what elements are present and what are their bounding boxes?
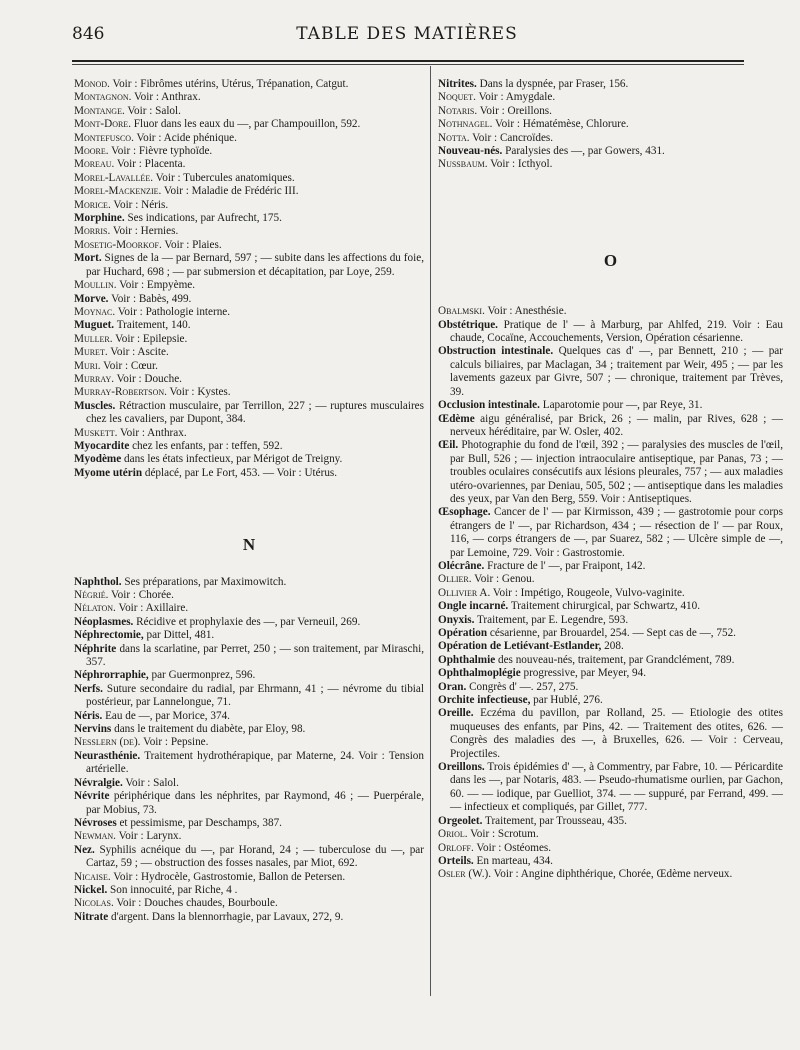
entry-text: Voir : Plaies. (161, 238, 222, 251)
entry-text: Voir : Hernies. (110, 225, 179, 238)
index-entry (74, 669, 424, 682)
entry-heading: Mosetig-Moorkof. (74, 238, 162, 251)
entry-text: Son innocuité, par Riche, 4 . (107, 883, 238, 896)
index-entry (74, 306, 424, 319)
entry-text: Laparotomie pour —, par Reye, 31. (539, 399, 703, 412)
entry-heading: Morice. (74, 198, 111, 211)
entry-text: Fracture de l' —, par Fraipont, 142. (484, 559, 646, 572)
index-entry (438, 91, 783, 104)
entry-heading: Obstétrique. (438, 318, 498, 331)
entry-heading: Myodème (74, 453, 122, 466)
index-entry (74, 172, 424, 185)
entry-heading: Oreille. (438, 707, 474, 720)
entry-text: césarienne, par Brouardel, 254. — Sept cas de —, 752. (487, 627, 736, 639)
entry-text: Voir : Genou. (471, 573, 535, 586)
entry-heading: Néphrorraphie, (74, 669, 149, 682)
index-entry (438, 105, 783, 118)
entry-text: Voir : Scrotum. (467, 828, 539, 841)
entry-text: aigu généralisé, par Brick, 26 ; — malin, par Rives, 628 ; — nerveux héréditaire, par W. Osler, 402. (450, 412, 783, 438)
index-entry (74, 91, 424, 104)
index-entry (74, 602, 424, 615)
index-entry (438, 506, 783, 560)
entry-heading: Mort. (74, 252, 102, 265)
entry-heading: Montefusco. (74, 131, 134, 144)
entry-heading: Oriol. (438, 828, 468, 841)
index-entry (438, 694, 783, 707)
index-entry (74, 576, 424, 589)
index-entry (74, 911, 424, 924)
index-entry (74, 225, 424, 238)
entry-text: Voir : Amygdale. (475, 91, 556, 104)
entry-text: 208. (601, 640, 624, 653)
index-entry (74, 897, 424, 910)
entry-heading: Néris. (74, 709, 103, 722)
entry-heading: Négrié. (74, 589, 109, 601)
entry-text: des nouveau-nés, traitement, par Grandclément, 789. (495, 653, 735, 666)
index-entry (438, 145, 783, 158)
n-entries-list (74, 576, 424, 925)
index-entry (74, 400, 424, 427)
entry-heading: Moreau. (74, 158, 115, 171)
index-entry (74, 78, 424, 91)
entry-heading: Orloff. (438, 841, 474, 854)
entry-heading: Névralgie. (74, 776, 123, 789)
entry-text: Voir : Salol. (122, 776, 179, 789)
index-entry (74, 723, 424, 736)
entry-heading: Newman. (74, 830, 116, 843)
entry-text: Voir : Douche. (114, 372, 182, 385)
entry-heading: Noquet. (438, 91, 476, 104)
entry-heading: Muller. (74, 332, 113, 345)
entry-text: Traitement chirurgical, par Schwartz, 410. (508, 600, 701, 613)
index-entry (74, 884, 424, 897)
entry-heading: Moullin. (74, 279, 117, 292)
entry-heading: Œsophage. (438, 506, 491, 519)
entry-text: Voir : Angine diphthérique, Chorée, Œdème nerveux. (491, 868, 733, 881)
entry-text: Voir : Chorée. (108, 589, 174, 601)
index-entry (74, 386, 424, 399)
entry-heading: Oreillons. (438, 761, 485, 774)
entry-text: En marteau, 434. (473, 854, 553, 867)
entry-heading: Orgeolet. (438, 814, 483, 827)
entry-text: Eczéma du pavillon, par Rolland, 25. — Etiologie des otites muqueuses des enfants, par Pins, 42. — Traitement des otites, 626. — Congrès des maladies des —, à Bruxelles, 626. — Voir : Cerveau, Projectiles. (450, 707, 783, 760)
entry-text: Voir : Empyème. (116, 279, 196, 292)
entry-text: progressive, par Meyer, 94. (520, 667, 647, 680)
index-entry (438, 587, 783, 600)
entry-text: Voir : Ostéomes. (473, 841, 552, 854)
entry-heading: Ophthalmie (438, 653, 496, 666)
index-entry (74, 373, 424, 386)
entry-heading: Olécrâne. (438, 559, 485, 572)
index-entry (74, 293, 424, 306)
entry-text: Voir : Fibrômes utérins, Utérus, Trépanation, Catgut. (109, 78, 349, 90)
index-entry (438, 413, 783, 440)
entry-text: Voir : Néris. (110, 198, 169, 211)
index-entry (438, 319, 783, 346)
index-entry (74, 279, 424, 292)
index-entry (74, 736, 424, 749)
entry-text: Voir : Epilepsie. (112, 332, 188, 345)
m-entries-list (74, 78, 424, 480)
entry-heading: Myocardite (74, 439, 130, 452)
entry-heading: Opération de Letiévant-Estlander, (438, 640, 602, 653)
entry-heading: Orchite infectieuse, (438, 694, 531, 707)
index-entry (74, 118, 424, 131)
entry-text: Traitement, par E. Legendre, 593. (474, 613, 629, 626)
entry-heading: Nélaton. (74, 602, 116, 615)
entry-text: Voir : Placenta. (114, 158, 186, 171)
index-entry (74, 453, 424, 466)
index-entry (74, 427, 424, 440)
entry-heading: Opération (438, 627, 488, 639)
entry-heading: Ongle incarné. (438, 600, 509, 613)
index-entry (438, 600, 783, 613)
entry-heading: Murray. (74, 372, 115, 385)
entry-heading: Ollivier A. (438, 586, 491, 599)
entry-heading: Moynac. (74, 305, 116, 318)
entry-text: par Guermonprez, 596. (148, 669, 256, 682)
entry-text: Quelques cas d' —, par Bennett, 210 ; — par calculs biliaires, par Maclagan, 34 ; traitement par Weir, 495 ; — par les lavements gazeux par Givre, 507 ; — chronique, traitement par Trèves, 39. (450, 345, 784, 398)
index-entry (74, 212, 424, 225)
index-entry (438, 305, 783, 318)
entry-text: Paralysies des —, par Gowers, 431. (502, 145, 665, 158)
entry-heading: Myome utérin (74, 466, 143, 479)
entry-heading: Morel-Mackenzie. (74, 185, 162, 198)
entry-text: Traitement, 140. (114, 319, 191, 332)
index-entry (74, 252, 424, 279)
index-entry (438, 868, 783, 881)
n-entries-list-continued (438, 78, 783, 172)
entry-heading: Nitrate (74, 910, 109, 923)
entry-text: Rétraction musculaire, par Terrillon, 227 ; — ruptures musculaires chez les cavaliers, par Dupont, 384. (86, 399, 424, 426)
index-entry (438, 614, 783, 627)
entry-heading: Osler (W.). (438, 868, 492, 881)
entry-text: Signes de la — par Bernard, 597 ; — subite dans les affections du foie, par Huchard, 698 ; — par submersion et décapitation, par Loye, 259. (86, 252, 424, 278)
index-entry (74, 683, 424, 710)
index-entry (74, 440, 424, 453)
entry-heading: Nicolas. (74, 897, 114, 910)
entry-text: Dans la dyspnée, par Fraser, 156. (476, 78, 629, 90)
entry-text: Voir : Anesthésie. (484, 305, 567, 318)
index-entry (74, 346, 424, 359)
index-entry (74, 105, 424, 118)
entry-text: par Dittel, 481. (143, 629, 215, 642)
entry-text: Voir : Cœur. (100, 359, 158, 372)
index-entry (438, 78, 783, 91)
entry-heading: Ollier. (438, 573, 472, 586)
entry-text: Voir : Douches chaudes, Bourboule. (113, 897, 278, 910)
index-entry (438, 439, 783, 506)
entry-heading: Névrite (74, 790, 110, 803)
index-entry (74, 199, 424, 212)
index-entry (438, 118, 783, 131)
entry-text: Voir : Maladie de Frédéric III. (161, 185, 299, 198)
entry-text: Cancer de l' — par Kirmisson, 439 ; — gastrotomie pour corps étrangers de l' —, par Richardson, 434 ; — résection de l' — par Roux, 116, — corps étrangers de —, par Suarez, 582 ; — Ulcère simple de —, par Lemoine, 729. Voir : Gastrostomie. (450, 506, 783, 559)
entry-text: Voir : Impétigo, Rougeole, Vulvo-vaginite. (490, 586, 685, 599)
index-entry (438, 681, 783, 694)
header-rule-thin (72, 64, 744, 65)
index-entry (438, 855, 783, 868)
index-entry (74, 319, 424, 332)
index-entry (438, 828, 783, 841)
entry-text: Traitement hydrothérapique, par Materne, 24. Voir : Tension artérielle. (86, 749, 424, 776)
header-rule (72, 60, 744, 62)
entry-text: Traitement, par Trousseau, 435. (482, 814, 627, 827)
entry-text: chez les enfants, par : teffen, 592. (129, 439, 283, 452)
index-entry (74, 467, 424, 480)
entry-heading: Néphrite (74, 642, 117, 655)
entry-heading: Morphine. (74, 212, 125, 225)
entry-text: d'argent. Dans la blennorrhagie, par Lavaux, 272, 9. (108, 910, 344, 923)
entry-heading: Muri. (74, 359, 101, 372)
index-entry (438, 654, 783, 667)
index-entry (74, 790, 424, 817)
index-entry (74, 145, 424, 158)
entry-heading: Oran. (438, 680, 467, 693)
entry-heading: Muscles. (74, 399, 116, 412)
entry-text: Eau de —, par Morice, 374. (102, 709, 230, 722)
entry-heading: Montagnon. (74, 91, 132, 104)
page-header (72, 24, 742, 50)
section-letter-o: O (603, 250, 618, 270)
index-entry (438, 667, 783, 680)
index-entry (74, 132, 424, 145)
entry-heading: Mont-Dore. (74, 118, 131, 131)
entry-text: Ses préparations, par Maximowitch. (121, 575, 287, 588)
entry-heading: Muskett. (74, 426, 118, 439)
index-entry (74, 777, 424, 790)
entry-heading: Orteils. (438, 854, 474, 867)
entry-heading: Morve. (74, 292, 109, 305)
entry-heading: Monod. (74, 78, 110, 90)
entry-heading: Obalmski. (438, 305, 485, 318)
index-entry (438, 560, 783, 573)
entry-heading: Onyxis. (438, 613, 475, 626)
entry-text: Voir : Hydrocèle, Gastrostomie, Ballon de Petersen. (110, 870, 346, 883)
entry-heading: Morris. (74, 225, 111, 238)
entry-heading: Nervins (74, 723, 112, 736)
entry-heading: Obstruction intestinale. (438, 345, 554, 358)
index-entry (438, 761, 783, 815)
entry-heading: Moore. (74, 145, 109, 158)
entry-text: Voir : Salol. (124, 104, 181, 117)
index-entry (438, 815, 783, 828)
o-entries-list (438, 305, 783, 881)
entry-text: Voir : Anthrax. (131, 91, 201, 104)
index-entry (438, 640, 783, 653)
entry-text: Voir : Pathologie interne. (115, 305, 231, 318)
index-entry (438, 573, 783, 586)
index-entry (74, 844, 424, 871)
entry-text: Congrès d' —. 257, 275. (466, 680, 579, 693)
index-entry (74, 589, 424, 602)
entry-heading: Morel-Lavallée. (74, 171, 154, 184)
index-entry (438, 707, 783, 761)
entry-heading: Naphthol. (74, 575, 122, 588)
entry-text: Voir : Ascite. (107, 346, 169, 359)
entry-text: dans la scarlatine, par Perret, 250 ; — son traitement, par Miraschi, 357. (86, 642, 424, 669)
entry-heading: Muret. (74, 346, 108, 359)
entry-text: périphérique dans les néphrites, par Raymond, 46 ; — Puerpérale, par Mobius, 73. (86, 790, 424, 816)
entry-text: Suture secondaire du radial, par Ehrmann, 41 ; — névrome du tibial postérieur, par Lannelongue, 71. (86, 682, 424, 709)
entry-heading: Montange. (74, 104, 125, 117)
entry-text: Voir : Hématémèse, Chlorure. (492, 118, 629, 131)
entry-text: Voir : Kystes. (166, 386, 231, 399)
index-entry (438, 132, 783, 145)
index-entry (74, 616, 424, 629)
entry-heading: Œdème (438, 412, 475, 425)
entry-text: par Hublé, 276. (530, 694, 603, 707)
entry-heading: Neurasthénie. (74, 749, 141, 762)
index-entry (74, 830, 424, 843)
left-column (74, 78, 424, 924)
entry-heading: Nussbaum. (438, 158, 488, 171)
entry-text: Pratique de l' — à Marburg, par Ahlfed, 219. Voir : Eau chaude, Cocaïne, Accouchements, Version, Opération césarienne. (450, 318, 783, 345)
index-entry (438, 158, 783, 171)
page-title: TABLE DES MATIÈRES (296, 24, 518, 44)
index-entry (74, 158, 424, 171)
entry-heading: Murray-Robertson. (74, 386, 167, 399)
entry-text: dans les états infectieux, par Mérigot de Treigny. (121, 453, 343, 466)
page-number: 846 (72, 24, 105, 44)
entry-text: déplacé, par Le Fort, 453. — Voir : Utérus. (142, 466, 338, 479)
entry-text: Voir : Fièvre typhoïde. (108, 145, 213, 158)
entry-text: Voir : Babès, 499. (108, 292, 192, 305)
right-column (438, 78, 783, 882)
index-entry (438, 399, 783, 412)
index-entry (74, 239, 424, 252)
entry-text: Voir : Pepsine. (140, 736, 209, 749)
entry-heading: Nitrites. (438, 78, 477, 90)
column-divider (430, 66, 431, 996)
entry-text: Voir : Larynx. (115, 830, 182, 843)
entry-text: Voir : Axillaire. (115, 602, 189, 615)
entry-heading: Nickel. (74, 883, 108, 896)
index-entry (74, 710, 424, 723)
index-entry (438, 627, 783, 640)
entry-text: dans le traitement du diabète, par Eloy, 98. (111, 723, 306, 736)
entry-text: Voir : Cancroïdes. (469, 131, 554, 144)
entry-heading: Notaris. (438, 104, 478, 117)
entry-heading: Nouveau-nés. (438, 145, 503, 158)
section-letter-n: N (242, 535, 256, 555)
index-entry (74, 333, 424, 346)
entry-text: Récidive et prophylaxie des —, par Verneuil, 269. (133, 615, 361, 628)
entry-heading: Notta. (438, 131, 470, 144)
entry-text: Voir : Acide phénique. (133, 131, 237, 144)
entry-heading: Nez. (74, 843, 95, 856)
entry-text: Voir : Tubercules anatomiques. (153, 171, 295, 184)
index-entry (438, 345, 783, 399)
index-entry (74, 750, 424, 777)
entry-heading: Néoplasmes. (74, 615, 134, 628)
index-entry (74, 185, 424, 198)
index-entry (74, 871, 424, 884)
entry-text: Voir : Icthyol. (487, 158, 553, 171)
entry-heading: Muguet. (74, 319, 115, 332)
entry-heading: Occlusion intestinale. (438, 399, 540, 412)
entry-heading: Nicaise. (74, 870, 111, 883)
entry-text: Voir : Oreillons. (477, 104, 552, 117)
entry-heading: Ophthalmoplégie (438, 667, 521, 680)
entry-text: Trois épidémies d' —, à Commentry, par Fabre, 10. — Péricardite dans les —, par Notaris, 483. — Pseudo-rhumatisme ourlien, par Gachon, 60. — — iodique, par Guelliot, 374. — — suppuré, par Ferrand, 499. — — infectieux et compliqués, par Gillet, 777. (450, 761, 783, 814)
index-entry (74, 643, 424, 670)
entry-heading: Nesslern (de). (74, 736, 141, 749)
index-entry (74, 817, 424, 830)
entry-heading: Nerfs. (74, 682, 103, 695)
entry-text: Photographie du fond de l'œil, 392 ; — paralysies des muscles de l'œil, par Bull, 526 ; — injection intraoculaire antiseptique, par Panas, 73 ; — troubles oculaires consécutifs aux lésions pleurales, 757 ; — aux maladies utéro-ovariennes, par Deniau, 505, 502 ; — antiseptique dans les maladies des yeux, par Van den Berg, 559. Voir : Antiseptiques. (450, 439, 783, 505)
index-entry (74, 629, 424, 642)
entry-heading: Néphrectomie, (74, 629, 144, 642)
entry-heading: Œil. (438, 439, 459, 452)
entry-text: et pessimisme, par Deschamps, 387. (116, 816, 282, 829)
index-entry (438, 842, 783, 855)
entry-text: Ses indications, par Aufrecht, 175. (124, 212, 282, 225)
entry-text: Fluor dans les eaux du —, par Champouillon, 592. (131, 118, 361, 131)
entry-heading: Nothnagel. (438, 118, 493, 131)
entry-heading: Névroses (74, 816, 117, 829)
index-entry (74, 360, 424, 373)
entry-text: Syphilis acnéique du —, par Horand, 24 ; — tuberculose du —, par Cartaz, 59 ; — obstruction des fosses nasales, par Miot, 692. (86, 843, 424, 870)
entry-text: Voir : Anthrax. (117, 426, 187, 439)
